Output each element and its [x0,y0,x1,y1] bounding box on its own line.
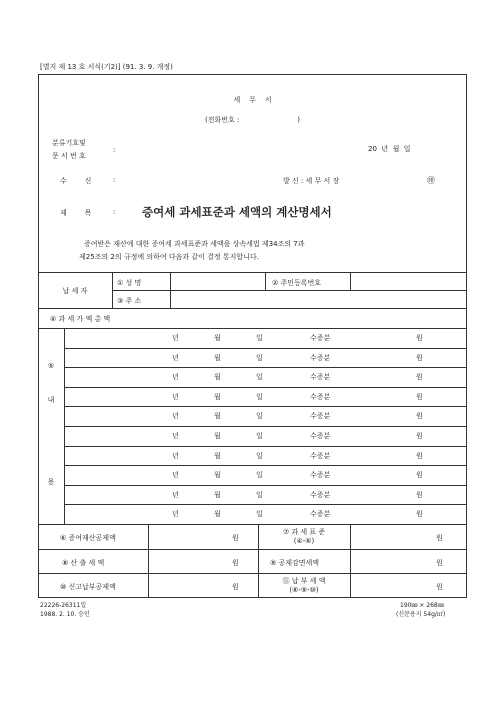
won-unit: 원 [232,534,239,542]
subject-label: 제 목 [60,209,92,217]
detail-row-unit: 원 [416,412,423,421]
col-line [350,272,351,290]
detail-label-content-2: 용 [47,478,55,486]
detail-row-month: 월 [214,490,221,499]
detail-row-day: 일 [256,471,263,480]
detail-row-line [64,446,467,447]
detail-row-day: 일 [256,432,263,440]
detail-row-type: 수증분 [310,334,331,342]
row-line [112,290,467,291]
detail-row-unit: 원 [416,432,423,440]
document-title: 증여세 과세표준과 세액의 계산명세서 [142,205,332,219]
taxpayer-label: 납 세 자 [62,287,88,295]
rrn-label: ② 주민등록번호 [272,279,322,287]
detail-row-line [64,485,467,486]
table-top-line [38,272,467,273]
class-label-1: 분류기호및 [52,139,86,147]
detail-row-type: 수증분 [310,510,331,519]
tax-base-label: ⑦ 과 세 표 준 [282,528,326,536]
detail-label-number: ⑤ [47,362,55,370]
detail-row-month: 월 [214,334,221,342]
class-label-2: 문 서 번 호 [52,152,86,160]
address-label: ③ 주 소 [117,297,142,305]
detail-row-line [64,387,467,388]
detail-row-year: 년 [172,490,179,499]
footer-code: 22226-26311일 [40,602,87,609]
detail-row-line [64,367,467,368]
detail-row-month: 월 [214,451,221,460]
detail-row-unit: 원 [416,373,423,382]
detail-row-unit: 원 [416,451,423,460]
detail-row-type: 수증분 [310,490,331,499]
date-line: 20 년 월 일 [368,145,411,153]
won-unit: 원 [436,583,443,591]
form-number: [별지 제 13 호 서식(기2)] (91. 3. 9. 개정) [40,63,173,71]
detail-row-unit: 원 [416,334,423,342]
phone-number-line: (전화번호 : ) [205,116,300,124]
detail-row-year: 년 [172,334,179,342]
col-line [350,524,351,598]
detail-row-line [64,406,467,407]
won-unit: 원 [436,534,443,542]
detail-row-type: 수증분 [310,432,331,440]
return-credit-label: ⑩ 신고납부공제액 [60,583,116,591]
detail-row-type: 수증분 [310,412,331,421]
footer-size: 190㎜ × 268㎜ [400,602,444,609]
detail-row-month: 월 [214,353,221,362]
detail-row-month: 월 [214,373,221,382]
detail-row-day: 일 [256,334,263,342]
detail-row-year: 년 [172,510,179,519]
colon-1: : [113,146,116,154]
detail-row-day: 일 [256,353,263,362]
detail-row-line [64,465,467,466]
col-line [112,272,113,308]
detail-row-line [64,504,467,505]
won-unit: 원 [232,559,239,567]
sender-label: 발 신 : 세 무 서 장 [283,177,340,185]
detail-row-unit: 원 [416,353,423,362]
seal-mark: ㊞ [427,176,435,185]
row-line [38,573,467,574]
col-line [170,272,171,308]
row-line [38,328,467,329]
col-line [148,524,149,598]
tax-office-title: 세 무 서 [233,96,272,104]
detail-row-month: 월 [214,510,221,519]
detail-row-type: 수증분 [310,392,331,401]
total-taxable-label: ④ 과 세 가 액 총 액 [50,315,111,323]
row-line [38,524,467,525]
detail-row-year: 년 [172,432,179,440]
calc-tax-label: ⑧ 산 출 세 액 [62,559,105,567]
colon-3: : [113,208,116,216]
detail-row-day: 일 [256,392,263,401]
payable-tax-label: ⑪ 납 부 세 액 [282,577,326,585]
detail-row-month: 월 [214,412,221,421]
detail-row-unit: 원 [416,490,423,499]
footer-paper: (신문용지 54g/㎡) [396,611,446,618]
detail-row-type: 수증분 [310,353,331,362]
detail-row-day: 일 [256,373,263,382]
won-unit: 원 [436,559,443,567]
detail-row-year: 년 [172,353,179,362]
payable-tax-formula: (⑧-⑨-⑩) [289,586,319,594]
row-line [38,549,467,550]
detail-row-day: 일 [256,412,263,421]
detail-row-day: 일 [256,451,263,460]
row-line [38,308,467,309]
detail-row-unit: 원 [416,510,423,519]
detail-row-month: 월 [214,432,221,440]
detail-row-unit: 원 [416,471,423,480]
name-label: ① 성 명 [117,279,142,287]
detail-row-year: 년 [172,392,179,401]
detail-row-day: 일 [256,510,263,519]
body-line-2: 제25조의 2의 규정에 의하여 다음과 같이 결정 통지합니다. [79,253,259,261]
detail-row-line [64,426,467,427]
gift-deduction-label: ⑥ 증여재산공제액 [60,534,116,542]
detail-row-day: 일 [256,490,263,499]
detail-row-type: 수증분 [310,471,331,480]
detail-row-year: 년 [172,412,179,421]
detail-label-content-1: 내 [47,396,55,404]
col-line [265,272,266,290]
won-unit: 원 [232,583,239,591]
detail-row-month: 월 [214,471,221,480]
detail-row-type: 수증분 [310,373,331,382]
colon-2: : [113,176,116,184]
tax-base-formula: (④-⑥) [293,537,315,545]
detail-row-year: 년 [172,471,179,480]
tax-credit-label: ⑨ 공제감면세액 [270,559,320,567]
body-line-1: 증여받은 재산에 대한 증여세 과세표준과 세액을 상속세법 제34조의 7과 [84,240,305,248]
detail-row-line [64,348,467,349]
detail-row-type: 수증분 [310,451,331,460]
footer-approval-date: 1988. 2. 10. 승인 [40,611,90,618]
recipient-label: 수 신 [60,177,92,185]
detail-row-unit: 원 [416,392,423,401]
detail-row-year: 년 [172,373,179,382]
detail-row-year: 년 [172,451,179,460]
detail-row-month: 월 [214,392,221,401]
